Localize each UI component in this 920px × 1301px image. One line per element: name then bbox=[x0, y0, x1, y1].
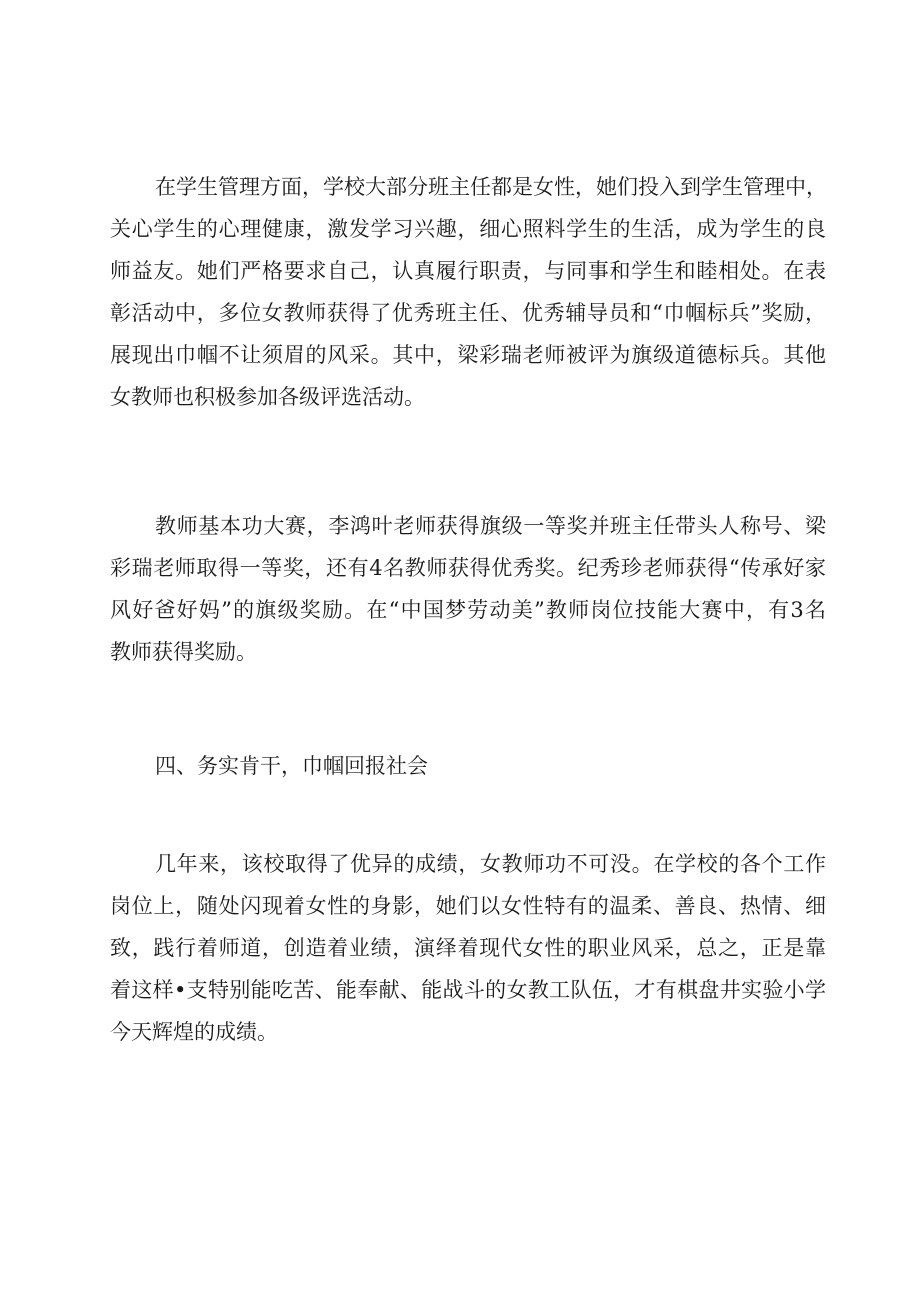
paragraph-line: 风好爸好妈”的旗级奖励。在“中国梦劳动美”教师岗位技能大赛中，有3名 bbox=[110, 598, 826, 622]
paragraph-line: 着这样•支特别能吃苦、能奉献、能战斗的女教工队伍，才有棋盘井实验小学 bbox=[110, 978, 826, 1002]
paragraph-line: 致，践行着师道，创造着业绩，演绎着现代女性的职业风采，总之，正是靠 bbox=[110, 936, 826, 960]
paragraph-line: 今天辉煌的成绩。 bbox=[110, 1020, 278, 1044]
paragraph-line: 几年来，该校取得了优异的成绩，女教师功不可没。在学校的各个工作 bbox=[155, 852, 826, 876]
paragraph-line: 展现出巾帼不让须眉的风采。其中，梁彩瑞老师被评为旗级道德标兵。其他 bbox=[110, 343, 826, 367]
paragraph-line: 教师基本功大赛，李鸿叶老师获得旗级一等奖并班主任带头人称号、梁 bbox=[155, 514, 826, 538]
paragraph-achievements bbox=[110, 843, 826, 1053]
paragraph-line: 师益友。她们严格要求自己，认真履行职责，与同事和学生和睦相处。在表 bbox=[110, 259, 826, 283]
paragraph-teacher-competition bbox=[110, 505, 826, 673]
paragraph-line: 女教师也积极参加各级评选活动。 bbox=[110, 385, 425, 409]
paragraph-line: 关心学生的心理健康，激发学习兴趣，细心照料学生的生活，成为学生的良 bbox=[110, 217, 826, 241]
paragraph-student-management bbox=[110, 166, 826, 418]
section-heading: 四、务实肯干，巾帼回报社会 bbox=[155, 754, 428, 778]
paragraph-line: 在学生管理方面，学校大部分班主任都是女性，她们投入到学生管理中， bbox=[155, 175, 827, 199]
paragraph-line: 彩瑞老师取得一等奖，还有4名教师获得优秀奖。纪秀珍老师获得“传承好家 bbox=[110, 556, 826, 580]
paragraph-line: 岗位上，随处闪现着女性的身影，她们以女性特有的温柔、善良、热情、细 bbox=[110, 894, 826, 918]
paragraph-line: 彰活动中，多位女教师获得了优秀班主任、优秀辅导员和“巾帼标兵”奖励， bbox=[110, 301, 826, 325]
paragraph-line: 教师获得奖励。 bbox=[110, 640, 257, 664]
